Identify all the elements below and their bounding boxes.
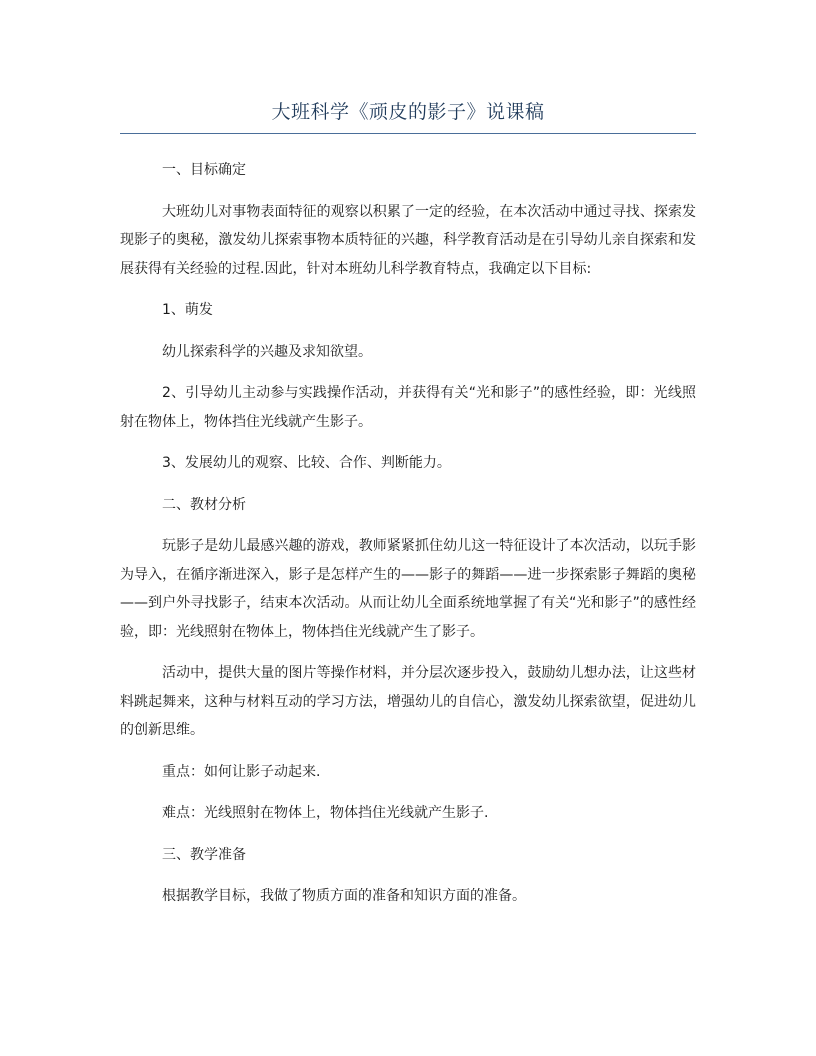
goal-item-3: 3、发展幼儿的观察、比较、合作、判断能力。	[162, 455, 451, 471]
key-point: 重点：如何让影子动起来.	[162, 763, 321, 780]
document-body	[120, 156, 696, 924]
goal-item-1: 1、萌发	[162, 302, 213, 318]
paragraph-activity: 活动中，提供大量的图片等操作材料，并分层次逐步投入，鼓励幼儿想办法，让这些材料跳起舞来，这种与材料互动的学习方法，增强幼儿的自信心，激发幼儿探索欲望，促进幼儿的创新思维。	[120, 665, 696, 738]
paragraph-material-analysis: 玩影子是幼儿最感兴趣的游戏，教师紧紧抓住幼儿这一特征设计了本次活动，以玩手影为导入，在循序渐进深入，影子是怎样产生的——影子的舞蹈——进一步探索影子舞蹈的奥秘——到户外寻找影子，结束本次活动。从而让幼儿全面系统地掌握了有关“光和影子”的感性经验，即：光线照射在物体上，物体挡住光线就产生了影子。	[120, 538, 696, 640]
paragraph-preparation: 根据教学目标，我做了物质方面的准备和知识方面的准备。	[162, 888, 526, 904]
title-underline	[120, 133, 696, 134]
goal-item-2: 2、引导幼儿主动参与实践操作活动，并获得有关“光和影子”的感性经验，即：光线照射在物体上，物体挡住光线就产生影子。	[120, 385, 696, 430]
section-heading-material: 二、教材分析	[162, 496, 246, 513]
document-title: 大班科学《顽皮的影子》说课稿	[271, 101, 545, 123]
section-heading-goals: 一、目标确定	[162, 162, 246, 178]
section-heading-preparation: 三、教学准备	[162, 846, 246, 863]
difficult-point: 难点：光线照射在物体上，物体挡住光线就产生影子.	[162, 805, 489, 821]
paragraph-goals-intro: 大班幼儿对事物表面特征的观察以积累了一定的经验，在本次活动中通过寻找、探索发现影子的奥秘，激发幼儿探索事物本质特征的兴趣，科学教育活动是在引导幼儿亲自探索和发展获得有关经验的过程.因此，针对本班幼儿科学教育特点，我确定以下目标:	[120, 203, 696, 277]
goal-item-1-text: 幼儿探索科学的兴趣及求知欲望。	[162, 343, 372, 360]
